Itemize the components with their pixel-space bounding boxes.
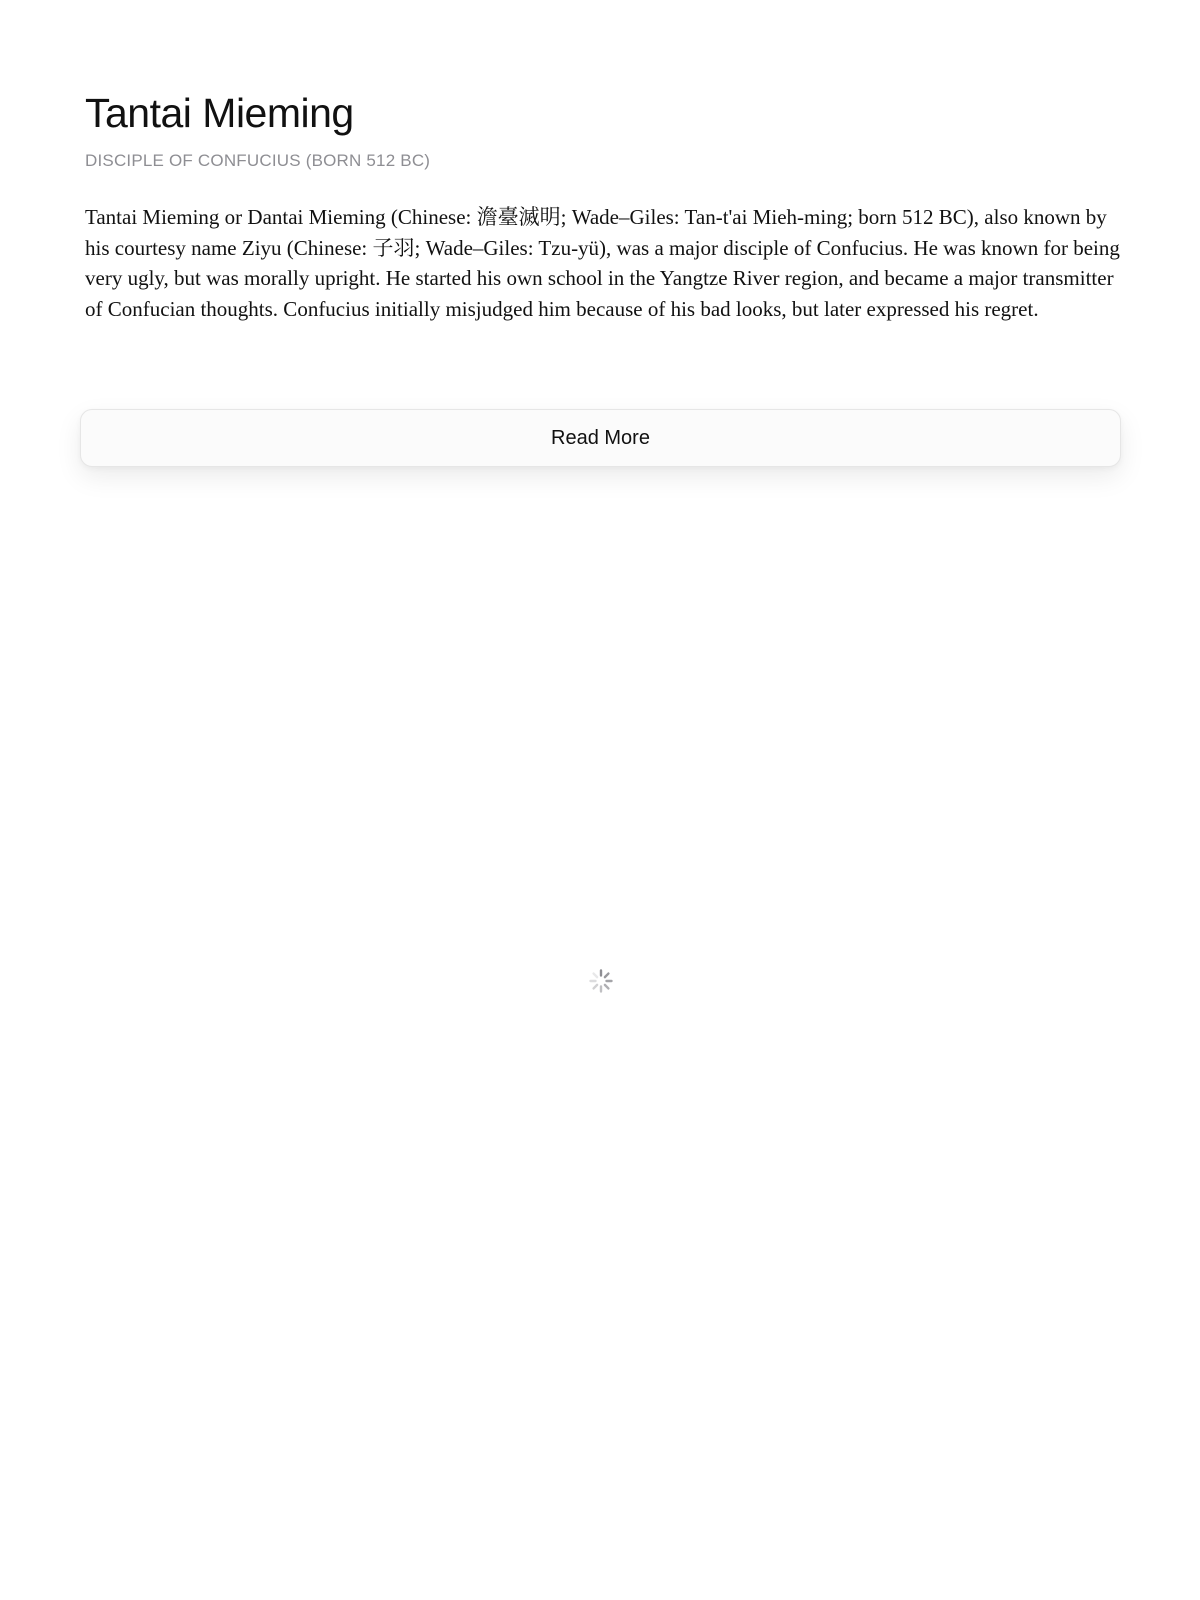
read-more-button[interactable]: Read More bbox=[80, 409, 1121, 467]
loading-spinner-icon bbox=[588, 968, 614, 994]
page-title: Tantai Mieming bbox=[85, 90, 354, 136]
article-extract: Tantai Mieming or Dantai Mieming (Chinese: 澹臺滅明; Wade–Giles: Tan-t'ai Mieh-ming; born 512 BC), also known by his courtesy name Ziyu (Chinese: 子羽; Wade–Giles: Tzu-yü), was a major disciple of Confucius. He was known for being very ugly, but was morally upright. He started his own school in the Yangtze River region, and became a major transmitter of Confucian thoughts. Confucius initially misjudged him because of his bad looks, but later expressed his regret. bbox=[85, 205, 1120, 321]
article-summary bbox=[85, 88, 1125, 324]
page-description: DISCIPLE OF CONFUCIUS (BORN 512 BC) bbox=[85, 151, 431, 170]
